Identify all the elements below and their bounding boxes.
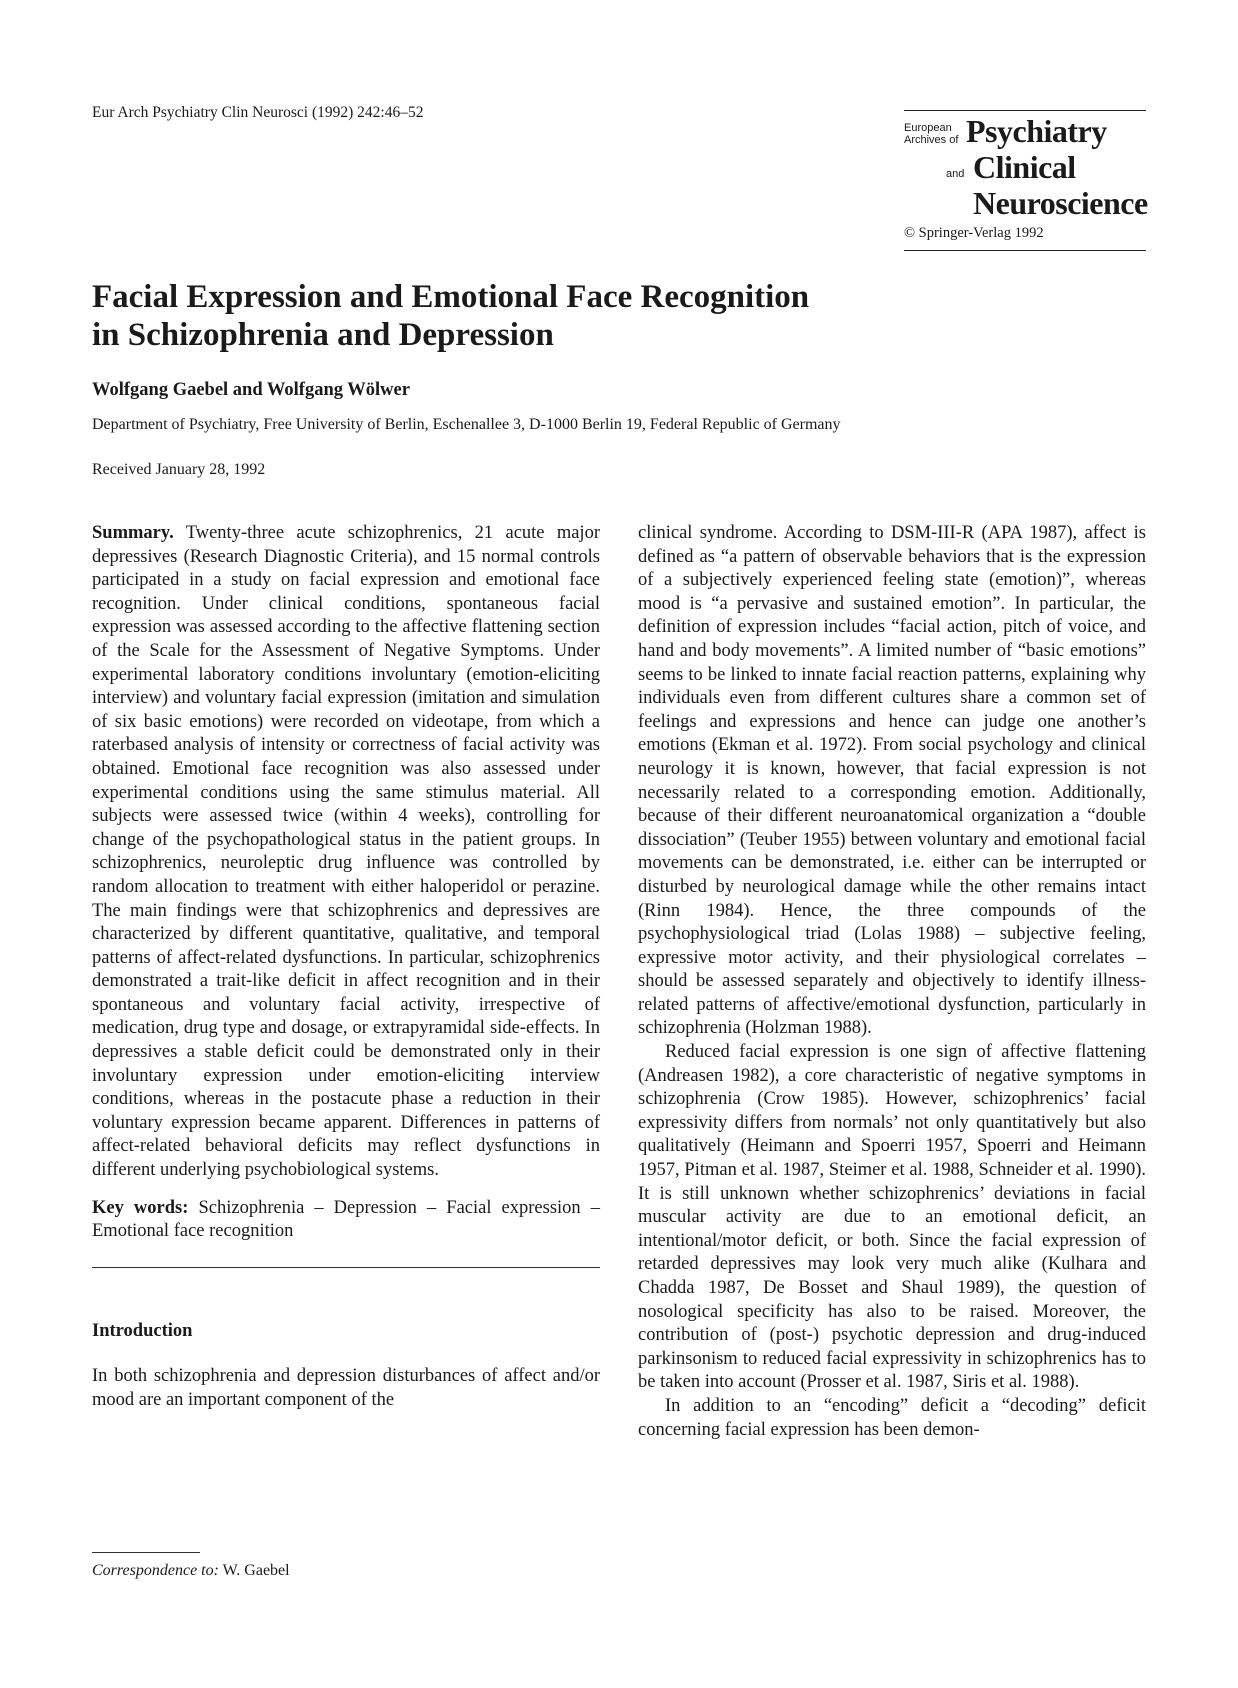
introduction-paragraph-3: In addition to an “encoding” deficit a “decoding” deficit concerning facial expression has been demon-: [638, 1395, 1146, 1440]
journal-logo-box: [904, 110, 1148, 241]
footnote-rule: [92, 1552, 200, 1553]
article-title-line1: Facial Expression and Emotional Face Recognition: [92, 279, 810, 315]
summary-label: Summary.: [92, 523, 174, 543]
introduction-flow-left: [92, 1365, 600, 1412]
correspondence-footnote: [92, 1562, 290, 1580]
introduction-paragraph-1-tail: clinical syndrome. According to DSM-III-R (APA 1987), affect is defined as “a pattern of observable behaviors that is the expression of a subjectively experienced feeling state (emotion)”, whereas mood is “a pervasive and sustained emotion”. In particular, the definition of expression includes “facial action, pitch of voice, and hand and body movements”. A limited number of “basic emotions” seems to be linked to innate facial reaction patterns, explaining why individuals even from different cultures share a common set of feelings and expressions and hence can judge one another’s emotions (Ekman et al. 1972). From social psychology and clinical neurology it is known, however, that facial expression is not necessarily related to a corresponding emotion. Additionally, because of their different neuroanatomical organization a “double dissociation” (Teuber 1955) between voluntary and emotional facial movements can be demonstrated, i.e. either can be interrupted or disturbed by neurological damage while the other remains intact (Rinn 1984). Hence, the three compounds of the psychophysiological triad (Lolas 1988) – subjective feeling, expressive motor activity, and their physiological correlates – should be assessed separately and objectively to identify illness-related patterns of affective/emotional dysfunction, particularly in schizophrenia (Holzman 1988).: [638, 523, 1146, 1039]
keywords-label: Key words:: [92, 1197, 189, 1218]
introduction-heading: Introduction: [92, 1320, 193, 1341]
keywords-paragraph: [92, 1197, 600, 1244]
journal-logo-neuroscience: Neuroscience: [973, 185, 1148, 221]
introduction-paragraph-1: In both schizophrenia and depression disturbances of affect and/or mood are an important component of the: [92, 1366, 600, 1410]
article-authors: Wolfgang Gaebel and Wolfgang Wölwer: [92, 380, 410, 400]
right-column: [638, 522, 1146, 1442]
section-separator: [92, 1267, 600, 1268]
journal-logo-bottom-rule: [904, 250, 1146, 251]
summary-text: Twenty-three acute schizophrenics, 21 acute major depressives (Research Diagnostic Criteria), and 15 normal controls participated in a study on facial expression and emotional face recognition. Under clinical conditions, spontaneous facial expression was assessed according to the affective flattening section of the Scale for the Assessment of Negative Symptoms. Under experimental laboratory conditions involuntary (emotion-eliciting interview) and voluntary facial expression (imitation and simulation of six basic emotions) were recorded on videotape, from which a raterbased analysis of intensity or correctness of facial activity was obtained. Emotional face recognition was also assessed under experimental conditions using the same stimulus material. All subjects were assessed twice (within 4 weeks), controlling for change of the psychopathological status in the patient groups. In schizophrenics, neuroleptic drug influence was controlled by random allocation to treatment with either haloperidol or perazine. The main findings were that schizophrenics and depressives are characterized by different quantitative, qualitative, and temporal patterns of affect-related dysfunctions. In particular, schizophrenics demonstrated a trait-like deficit in affect recognition and in their spontaneous and voluntary facial activity, irrespective of medication, drug type and dosage, or extrapyramidal side-effects. In depressives a stable deficit could be demonstrated only in their involuntary expression under emotion-eliciting interview conditions, whereas in the postacute phase a reduction in their voluntary expression became apparent. Differences in patterns of affect-related behavioral deficits may reflect dysfunctions in different underlying psychobiological systems.: [92, 523, 600, 1181]
article-received-date: Received January 28, 1992: [92, 461, 266, 478]
journal-logo-archives-of: Archives of: [904, 134, 959, 146]
keywords-text: Schizophrenia – Depression – Facial expression – Emotional face recognition: [92, 1197, 600, 1242]
article-title: [92, 278, 809, 354]
left-column: [92, 522, 600, 1413]
footnote-name: W. Gaebel: [222, 1562, 290, 1579]
journal-logo-psychiatry: Psychiatry: [966, 113, 1107, 149]
introduction-paragraph-2: Reduced facial expression is one sign of affective flattening (Andreasen 1982), a core characteristic of negative symptoms in schizophrenia (Crow 1985). However, schizophrenics’ facial expressivity differs from normals’ not only quantitatively but also qualitatively (Heimann and Spoerri 1957, Spoerri and Heimann 1957, Pitman et al. 1987, Steimer et al. 1988, Schneider et al. 1990). It is still unknown whether schizophrenics’ deviations in facial muscular activity are due to an emotional deficit, an intentional/motor deficit, or both. Since the facial expression of retarded depressives may look very much alike (Kulhara and Chadda 1987, De Bosset and Shaul 1989), the question of nosological specificity has also to be raised. Moreover, the contribution of (post-) psychotic depression and drug-induced parkinsonism to reduced facial expressivity in schizophrenics has to be taken into account (Prosser et al. 1987, Siris et al. 1988).: [638, 1042, 1146, 1393]
journal-citation: Eur Arch Psychiatry Clin Neurosci (1992) 242:46–52: [92, 104, 424, 121]
article-affiliation: Department of Psychiatry, Free University of Berlin, Eschenallee 3, D-1000 Berlin 19, Federal Republic of Germany: [92, 416, 841, 433]
article-title-line2: in Schizophrenia and Depression: [92, 317, 554, 353]
journal-logo-european: European: [904, 122, 952, 134]
footnote-label: Correspondence to:: [92, 1562, 219, 1579]
summary-paragraph: [92, 522, 600, 1183]
journal-logo: [904, 111, 1148, 241]
journal-logo-and: and: [946, 168, 965, 180]
journal-copyright: © Springer-Verlag 1992: [904, 225, 1044, 241]
journal-logo-clinical: Clinical: [973, 149, 1076, 185]
